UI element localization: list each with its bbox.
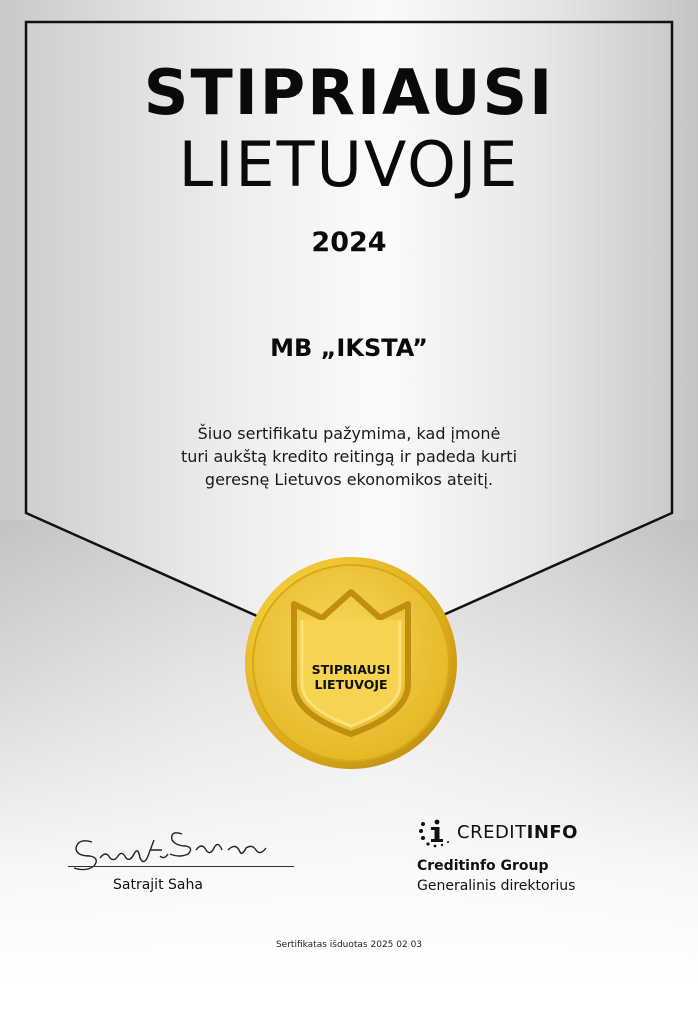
description-line-1: Šiuo sertifikatu pažymima, kad įmonė [197,424,501,443]
signature-line [68,866,294,867]
medal-text-line-1: STIPRIAUSI [311,662,391,677]
signer-name: Satrajit Saha [113,877,203,893]
year: 2024 [311,227,387,258]
creditinfo-logo-icon [418,818,456,848]
title-line-1: STIPRIAUSI [143,56,555,129]
handwritten-signature [70,826,300,876]
issuer-organization: Creditinfo Group [417,858,549,874]
medal-text-line-2: LIETUVOJE [314,677,388,692]
description-line-3: geresnę Lietuvos ekonomikos ateitį. [204,470,494,489]
creditinfo-wordmark: CREDITINFO [457,822,578,843]
issuer-role: Generalinis direktorius [417,878,576,894]
description-line-2: turi aukštą kredito reitingą ir padeda kurti [180,447,518,466]
company-name: MB „IKSTA” [270,334,428,362]
title-line-2: LIETUVOJE [178,128,520,201]
issued-date-text: Sertifikatas išduotas 2025 02 03 [275,940,423,950]
